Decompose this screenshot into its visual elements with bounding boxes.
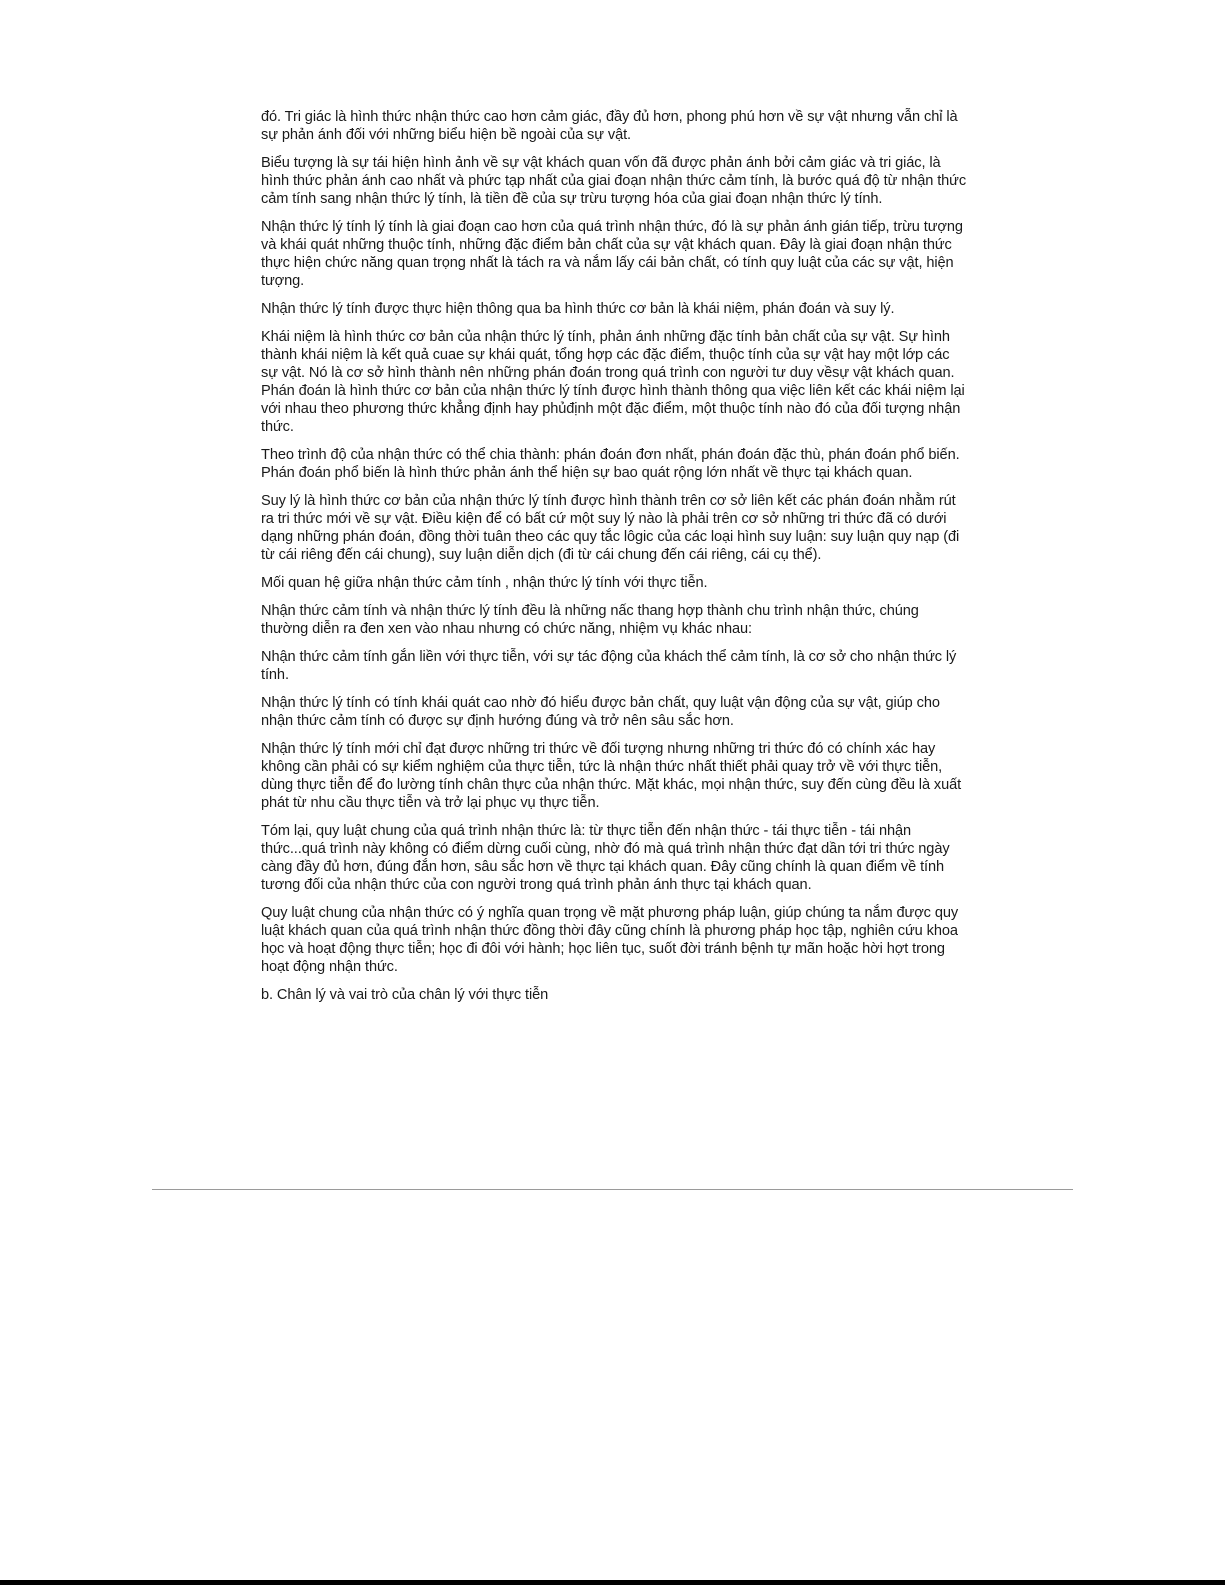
paragraph-khai-quat-cao: Nhận thức lý tính có tính khái quát cao nhờ đó hiểu được bản chất, quy luật vận động của sự vật, giúp cho nhận thức cảm tính có được sự định hướng đúng và trở nên sâu sắc hơn. [261,695,940,729]
section-heading-chan-ly: b. Chân lý và vai trò của chân lý với thực tiễn [261,987,549,1003]
paragraph-quy-luat-chung: Quy luật chung của nhận thức có ý nghĩa quan trọng về mặt phương pháp luận, giúp chúng ta nắm được quy luật khách quan của quá trình nhận thức đồng thời đây cũng chính là phương pháp học tập, nghiên cứu khoa học và hoạt động thực tiễn; học đi đôi với hành; học liên tục, suốt đời tránh bệnh tự mãn hoặc hời hợt trong hoạt động nhận thức. [261,905,959,975]
page-body [261,108,969,1014]
paragraph-ba-hinh-thuc: Nhận thức lý tính được thực hiện thông qua ba hình thức cơ bản là khái niệm, phán đoán và suy lý. [261,301,895,317]
paragraph-bieu-tuong: Biểu tượng là sự tái hiện hình ảnh về sự vật khách quan vốn đã được phản ánh bởi cảm giác và tri giác, là hình thức phản ánh cao nhất và phức tạp nhất của giai đoạn nhận thức cảm tính, là bước quá độ từ nhận thức cảm tính sang nhận thức lý tính, là tiền đề của sự trừu tượng hóa của giai đoạn nhận thức lý tính. [261,155,967,207]
paragraph-moi-quan-he: Mối quan hệ giữa nhận thức cảm tính , nhận thức lý tính với thực tiễn. [261,575,708,591]
paragraph-nac-thang: Nhận thức cảm tính và nhận thức lý tính đều là những nấc thang hợp thành chu trình nhận thức, chúng thường diễn ra đen xen vào nhau nhưng có chức năng, nhiệm vụ khác nhau: [261,603,919,637]
paragraph-tri-giac: đó. Tri giác là hình thức nhận thức cao hơn cảm giác, đầy đủ hơn, phong phú hơn về sự vật nhưng vẫn chỉ là sự phản ánh đối với những biểu hiện bề ngoài của sự vật. [261,109,958,143]
paragraph-suy-ly: Suy lý là hình thức cơ bản của nhận thức lý tính được hình thành trên cơ sở liên kết các phán đoán nhằm rút ra tri thức mới về sự vật. Điều kiện để có bất cứ một suy lý nào là phải trên cơ sở những tri thức đã có dưới dạng những phán đoán, đồng thời tuân theo các quy tắc lôgic của các loại hình suy luận: suy luận quy nạp (đi từ cái riêng đến cái chung), suy luận diễn dịch (đi từ cái chung đến cái riêng, cái cụ thể). [261,493,960,563]
bottom-edge-bar [0,1580,1225,1585]
paragraph-tom-lai: Tóm lại, quy luật chung của quá trình nhận thức là: từ thực tiễn đến nhận thức - tái thực tiễn - tái nhận thức...quá trình này không có điểm dừng cuối cùng, nhờ đó mà quá trình nhận thức đạt dần tới tri thức ngày càng đầy đủ hơn, đúng đắn hơn, sâu sắc hơn về thực tại khách quan. Đây cũng chính là quan điểm về tính tương đối của nhận thức của con người trong quá trình phản ánh thực tại khách quan. [261,823,950,893]
paragraph-khai-niem: Khái niệm là hình thức cơ bản của nhận thức lý tính, phản ánh những đặc tính bản chất của sự vật. Sự hình thành khái niệm là kết quả cuae sự khái quát, tổng hợp các đặc điểm, thuộc tính của sự vật hay một lớp các sự vật. Nó là cơ sở hình thành nên những phán đoán trong quá trình con người tư duy vềsự vật khách quan. Phán đoán là hình thức cơ bản của nhận thức lý tính được hình thành thông qua việc liên kết các khái niệm lại với nhau theo phương thức khẳng định hay phủđịnh một đặc điểm, một thuộc tính nào đó của đối tượng nhận thức. [261,329,965,435]
paragraph-phan-doan: Theo trình độ của nhận thức có thể chia thành: phán đoán đơn nhất, phán đoán đặc thù, phán đoán phổ biến. Phán đoán phổ biến là hình thức phản ánh thể hiện sự bao quát rộng lớn nhất về thực tại khách quan. [261,447,960,481]
paragraph-nhan-thuc-ly-tinh: Nhận thức lý tính lý tính là giai đoạn cao hơn của quá trình nhận thức, đó là sự phản ánh gián tiếp, trừu tượng và khái quát những thuộc tính, những đặc điểm bản chất của sự vật khách quan. Đây là giai đoạn nhận thức thực hiện chức năng quan trọng nhất là tách ra và nắm lấy cái bản chất, có tính quy luật của các sự vật, hiện tượng. [261,219,963,289]
paragraph-cam-tinh-thuc-tien: Nhận thức cảm tính gắn liền với thực tiễn, với sự tác động của khách thể cảm tính, là cơ sở cho nhận thức lý tính. [261,649,957,683]
paragraph-kiem-nghiem: Nhận thức lý tính mới chỉ đạt được những tri thức về đối tượng nhưng những tri thức đó có chính xác hay không cần phải có sự kiểm nghiệm của thực tiễn, tức là nhận thức nhất thiết phải quay trở về với thực tiễn, dùng thực tiễn để đo lường tính chân thực của nhận thức. Mặt khác, mọi nhận thức, suy đến cùng đều là xuất phát từ nhu cầu thực tiễn và trở lại phục vụ thực tiễn. [261,741,962,811]
page-divider [152,1189,1073,1190]
